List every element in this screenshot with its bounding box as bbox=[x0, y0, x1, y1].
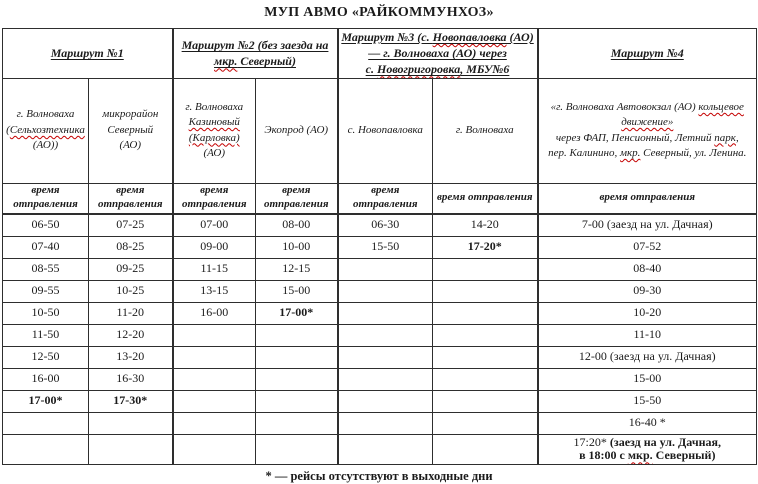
time-cell: 17:20* (заезд на ул. Дачная, в 18:00 с мкр. Северный) bbox=[538, 434, 757, 465]
time-cell: 13-20 bbox=[89, 346, 173, 368]
time-cell: 16-40 * bbox=[538, 412, 757, 434]
time-cell bbox=[433, 412, 538, 434]
time-cell bbox=[433, 390, 538, 412]
schedule-table bbox=[2, 28, 757, 465]
table-row bbox=[3, 368, 757, 390]
time-cell bbox=[173, 324, 256, 346]
time-cell bbox=[433, 368, 538, 390]
time-cell: 08-25 bbox=[89, 236, 173, 258]
time-cell bbox=[338, 302, 433, 324]
table-row bbox=[3, 280, 757, 302]
time-cell bbox=[173, 368, 256, 390]
time-cell bbox=[338, 412, 433, 434]
time-cell: 12-50 bbox=[3, 346, 89, 368]
time-cell bbox=[433, 258, 538, 280]
table-row bbox=[3, 214, 757, 237]
time-cell: 12-15 bbox=[256, 258, 338, 280]
time-cell bbox=[89, 434, 173, 465]
time-cell bbox=[256, 412, 338, 434]
time-cell bbox=[256, 324, 338, 346]
route-header: Маршрут №3 (с. Новопавловка (АО) — г. Волноваха (АО) через с. Новогригоровка, МБУ№6 bbox=[338, 29, 538, 79]
station-header: с. Новопавловка bbox=[338, 78, 433, 183]
time-cell: 09-00 bbox=[173, 236, 256, 258]
time-header: время отправления bbox=[256, 183, 338, 214]
time-cell bbox=[433, 434, 538, 465]
table-row bbox=[3, 390, 757, 412]
route-header-row bbox=[3, 29, 757, 79]
time-cell bbox=[338, 324, 433, 346]
station-header: микрорайон Северный (АО) bbox=[89, 78, 173, 183]
time-cell: 13-15 bbox=[173, 280, 256, 302]
time-cell: 16-00 bbox=[173, 302, 256, 324]
station-header: Экопрод (АО) bbox=[256, 78, 338, 183]
time-cell: 08-00 bbox=[256, 214, 338, 237]
time-header: время отправления bbox=[538, 183, 757, 214]
time-cell bbox=[256, 434, 338, 465]
time-cell: 10-20 bbox=[538, 302, 757, 324]
footnote: * — рейсы отсутствуют в выходные дни bbox=[265, 469, 493, 484]
time-header: время отправления bbox=[3, 183, 89, 214]
time-cell: 07-00 bbox=[173, 214, 256, 237]
time-cell: 10-00 bbox=[256, 236, 338, 258]
time-cell bbox=[3, 434, 89, 465]
time-cell bbox=[256, 346, 338, 368]
station-header: г. Волноваха bbox=[433, 78, 538, 183]
time-cell: 17-00* bbox=[3, 390, 89, 412]
time-cell: 11-15 bbox=[173, 258, 256, 280]
time-cell: 07-25 bbox=[89, 214, 173, 237]
page-title: МУП АВМО «РАЙКОММУНХОЗ» bbox=[264, 5, 494, 20]
time-cell: 17-00* bbox=[256, 302, 338, 324]
time-cell: 14-20 bbox=[433, 214, 538, 237]
station-header: «г. Волноваха Автовокзал (АО) кольцевое движение» через ФАП, Пенсионный, Летний парк, пер. Калинино, мкр. Северный, ул. Ленина. bbox=[538, 78, 757, 183]
time-cell bbox=[173, 434, 256, 465]
time-cell: 07-52 bbox=[538, 236, 757, 258]
table-row bbox=[3, 434, 757, 465]
time-cell: 11-10 bbox=[538, 324, 757, 346]
station-header: г. Волноваха Казиновый (Карловка) (АО) bbox=[173, 78, 256, 183]
time-cell: 06-30 bbox=[338, 214, 433, 237]
time-cell bbox=[338, 280, 433, 302]
time-cell: 06-50 bbox=[3, 214, 89, 237]
time-header: время отправления bbox=[338, 183, 433, 214]
time-cell: 12-20 bbox=[89, 324, 173, 346]
time-cell: 17-30* bbox=[89, 390, 173, 412]
time-cell: 10-25 bbox=[89, 280, 173, 302]
table-row bbox=[3, 412, 757, 434]
time-cell bbox=[256, 368, 338, 390]
route-header: Маршрут №1 bbox=[3, 29, 173, 79]
time-cell: 11-50 bbox=[3, 324, 89, 346]
time-cell: 17-20* bbox=[433, 236, 538, 258]
time-cell bbox=[433, 302, 538, 324]
time-cell bbox=[256, 390, 338, 412]
table-row bbox=[3, 346, 757, 368]
time-header: время отправления bbox=[89, 183, 173, 214]
time-cell: 07-40 bbox=[3, 236, 89, 258]
time-header: время отправления bbox=[173, 183, 256, 214]
time-cell bbox=[433, 280, 538, 302]
time-cell bbox=[173, 412, 256, 434]
route-header: Маршрут №4 bbox=[538, 29, 757, 79]
time-cell: 15-50 bbox=[338, 236, 433, 258]
table-row bbox=[3, 302, 757, 324]
time-cell: 12-00 (заезд на ул. Дачная) bbox=[538, 346, 757, 368]
time-cell: 11-20 bbox=[89, 302, 173, 324]
time-cell: 15-50 bbox=[538, 390, 757, 412]
route-header: Маршрут №2 (без заезда на мкр. Северный) bbox=[173, 29, 338, 79]
time-cell: 09-55 bbox=[3, 280, 89, 302]
time-cell: 09-30 bbox=[538, 280, 757, 302]
time-cell bbox=[433, 346, 538, 368]
time-cell: 16-00 bbox=[3, 368, 89, 390]
time-cell bbox=[89, 412, 173, 434]
table-row bbox=[3, 324, 757, 346]
time-cell bbox=[338, 434, 433, 465]
time-cell bbox=[173, 390, 256, 412]
time-header: время отправления bbox=[433, 183, 538, 214]
schedule-table-body bbox=[3, 29, 757, 465]
time-cell bbox=[173, 346, 256, 368]
time-cell: 08-40 bbox=[538, 258, 757, 280]
time-cell bbox=[338, 346, 433, 368]
time-cell: 15-00 bbox=[538, 368, 757, 390]
time-cell: 08-55 bbox=[3, 258, 89, 280]
time-cell bbox=[3, 412, 89, 434]
time-cell: 16-30 bbox=[89, 368, 173, 390]
time-cell: 15-00 bbox=[256, 280, 338, 302]
table-row bbox=[3, 236, 757, 258]
time-header-row bbox=[3, 183, 757, 214]
table-row bbox=[3, 258, 757, 280]
station-header: г. Волноваха (Сельхозтехника (АО)) bbox=[3, 78, 89, 183]
time-cell bbox=[338, 258, 433, 280]
time-cell: 7-00 (заезд на ул. Дачная) bbox=[538, 214, 757, 237]
time-cell bbox=[433, 324, 538, 346]
station-header-row bbox=[3, 78, 757, 183]
time-cell bbox=[338, 368, 433, 390]
time-cell: 10-50 bbox=[3, 302, 89, 324]
time-cell bbox=[338, 390, 433, 412]
time-cell: 09-25 bbox=[89, 258, 173, 280]
